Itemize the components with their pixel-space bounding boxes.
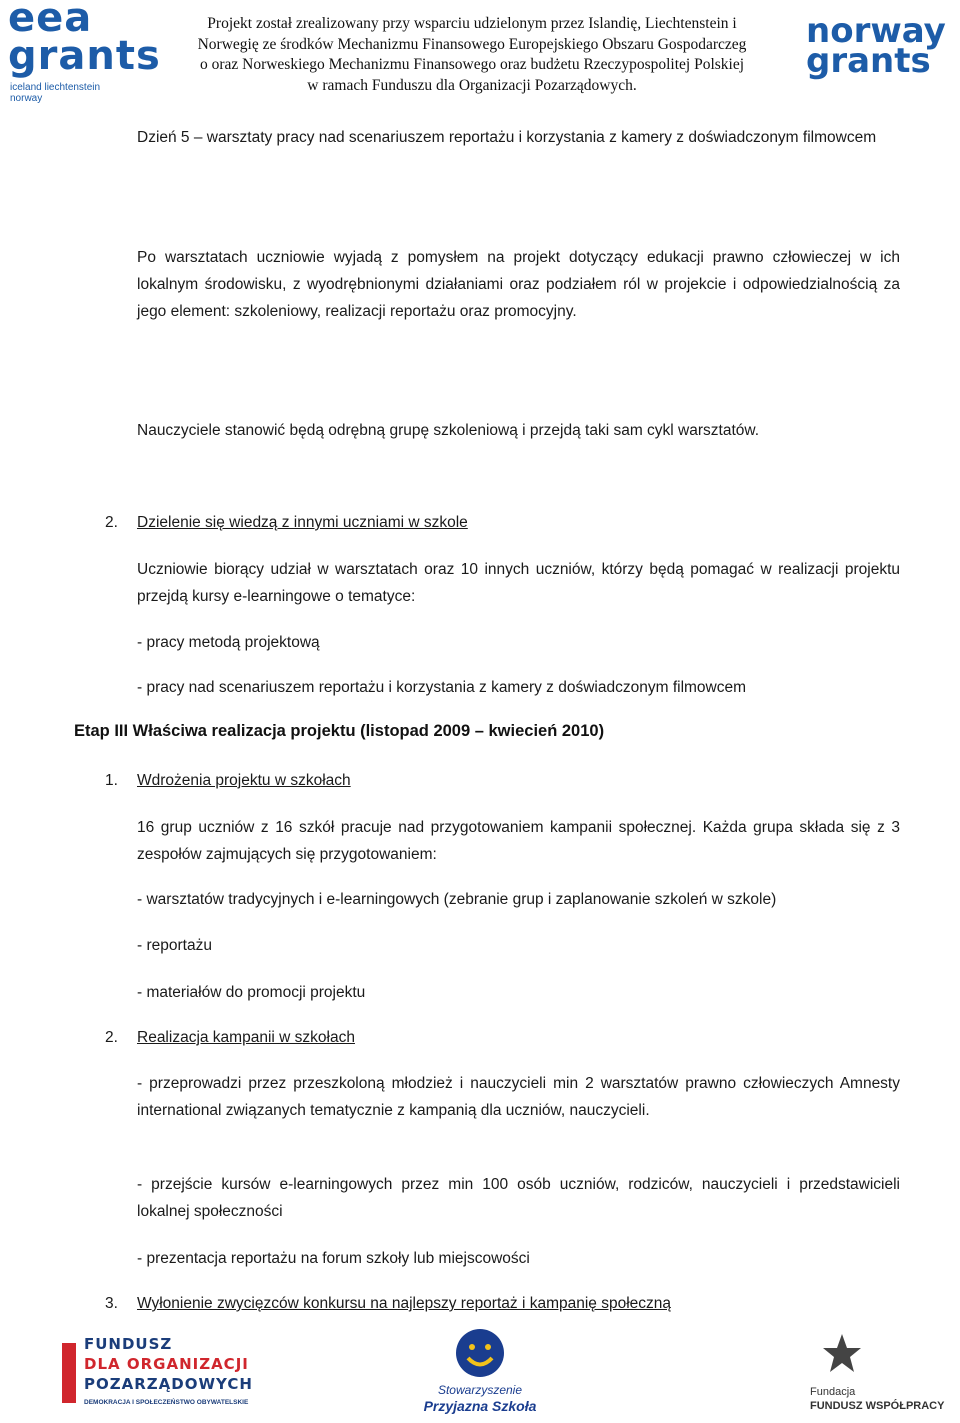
students-paragraph: Uczniowie biorący udział w warsztatach oraz 10 innych uczniów, którzy będą pomagać w realizacji projektu przejdą kursy e-learningowe o tematyce: (137, 561, 900, 605)
item-3-number: 3. (105, 1295, 118, 1312)
team-item-3: - materiałów do promocji projektu (137, 984, 366, 1001)
campaign-item-3: - prezentacja reportażu na forum szkoły lub miejscowości (137, 1250, 530, 1267)
topic-item-2: - pracy nad scenariuszem reportażu i korzystania z kamery z doświadczonym filmowcem (137, 679, 747, 696)
team-item-1: - warsztatów tradycyjnych i e-learningowych (zebranie grup i zaplanowanie szkoleń w szkole) (137, 891, 777, 908)
section-2-title: Dzielenie się wiedzą z innymi uczniami w szkole (137, 514, 468, 531)
campaign-item-2: - przejście kursów e-learningowych przez min 100 osób uczniów, rodziców, nauczycieli i przedstawicieli lokalnej społeczności (137, 1176, 900, 1220)
funding-line-2: Norwegię ze środków Mechanizmu Finansowego Europejskiego Obszaru Gospodarczeg (197, 35, 747, 53)
teachers-line: Nauczyciele stanowić będą odrębną grupę szkoleniową i przejdą taki sam cykl warsztatów. (137, 422, 760, 439)
item-1-number: 1. (105, 772, 118, 789)
eea-grants-logo (4, 0, 161, 104)
sps-logo-line2: Przyjazna Szkoła (423, 1398, 537, 1414)
team-item-2: - reportażu (137, 937, 212, 954)
fund-red-bar (62, 1343, 76, 1403)
section-2-number: 2. (105, 514, 118, 531)
fund-logo-line2: DLA ORGANIZACJI (84, 1355, 249, 1373)
norway-logo-line1: norway (806, 11, 946, 51)
item-1-title: Wdrożenia projektu w szkołach (137, 772, 351, 789)
eea-logo-line1: eea (8, 0, 93, 41)
fw-logo-line2: FUNDUSZ WSPÓŁPRACY (810, 1400, 945, 1412)
fund-logo-tagline: DEMOKRACJA I SPOŁECZEŃSTWO OBYWATELSKIE (84, 1399, 249, 1406)
przyjazna-szkola-logo (410, 1325, 550, 1421)
item-2-title: Realizacja kampanii w szkołach (137, 1029, 355, 1046)
item-2-number: 2. (105, 1029, 118, 1046)
groups-paragraph: 16 grup uczniów z 16 szkół pracuje nad przygotowaniem kampanii społecznej. Każda grupa składa się z 3 zespołów zajmujących się przygotowaniem: (137, 819, 900, 863)
day5-title: Dzień 5 – warsztaty pracy nad scenariuszem reportażu i korzystania z kamery z doświadczonym filmowcem (137, 129, 877, 146)
fund-logo-line1: FUNDUSZ (84, 1335, 173, 1353)
fundusz-wspolpracy-logo (796, 1330, 956, 1420)
eea-logo-line2: grants (8, 33, 161, 79)
fund-logo-line3: POZARZĄDOWYCH (84, 1375, 253, 1393)
star-icon (822, 1332, 862, 1376)
eea-logo-subtitle: iceland liechtenstein norway (10, 82, 101, 104)
topic-item-1: - pracy metodą projektową (137, 634, 320, 651)
paragraph-after-workshops: Po warsztatach uczniowie wyjadą z pomysłem na projekt dotyczący edukacji prawno człowieczej w ich lokalnym środowisku, z wyodrębnionymi działaniami oraz podziałem ról w projekcie i odpowiedzialnością za jego element: szkoleniowy, realizacji reportażu oraz promocyjny. (137, 249, 900, 320)
fw-logo-line1: Fundacja (810, 1386, 856, 1398)
item-3-title: Wyłonienie zwycięzców konkursu na najlepszy reportaż i kampanię społeczną (137, 1295, 672, 1312)
funding-line-4: w ramach Funduszu dla Organizacji Pozarządowych. (307, 76, 637, 94)
fundusz-logo (62, 1325, 272, 1421)
smiley-icon (454, 1325, 506, 1383)
campaign-item-1: - przeprowadzi przez przeszkoloną młodzież i nauczycieli min 2 warsztatów prawno człowieczych Amnesty international związanych tematycznie z kampanią dla uczniów, nauczycieli. (137, 1075, 900, 1119)
sps-logo-line1: Stowarzyszenie (437, 1383, 523, 1397)
funding-line-3: o oraz Norweskiego Mechanizmu Finansowego oraz budżetu Rzeczypospolitej Polskiej (199, 56, 745, 73)
funding-statement (140, 14, 804, 96)
norway-logo-line2: grants (806, 41, 931, 81)
stage-3-heading: Etap III Właściwa realizacja projektu (listopad 2009 – kwiecień 2010) (74, 722, 605, 740)
funding-line-1: Projekt został zrealizowany przy wsparciu udzielonym przez Islandię, Liechtenstein i (207, 15, 737, 32)
